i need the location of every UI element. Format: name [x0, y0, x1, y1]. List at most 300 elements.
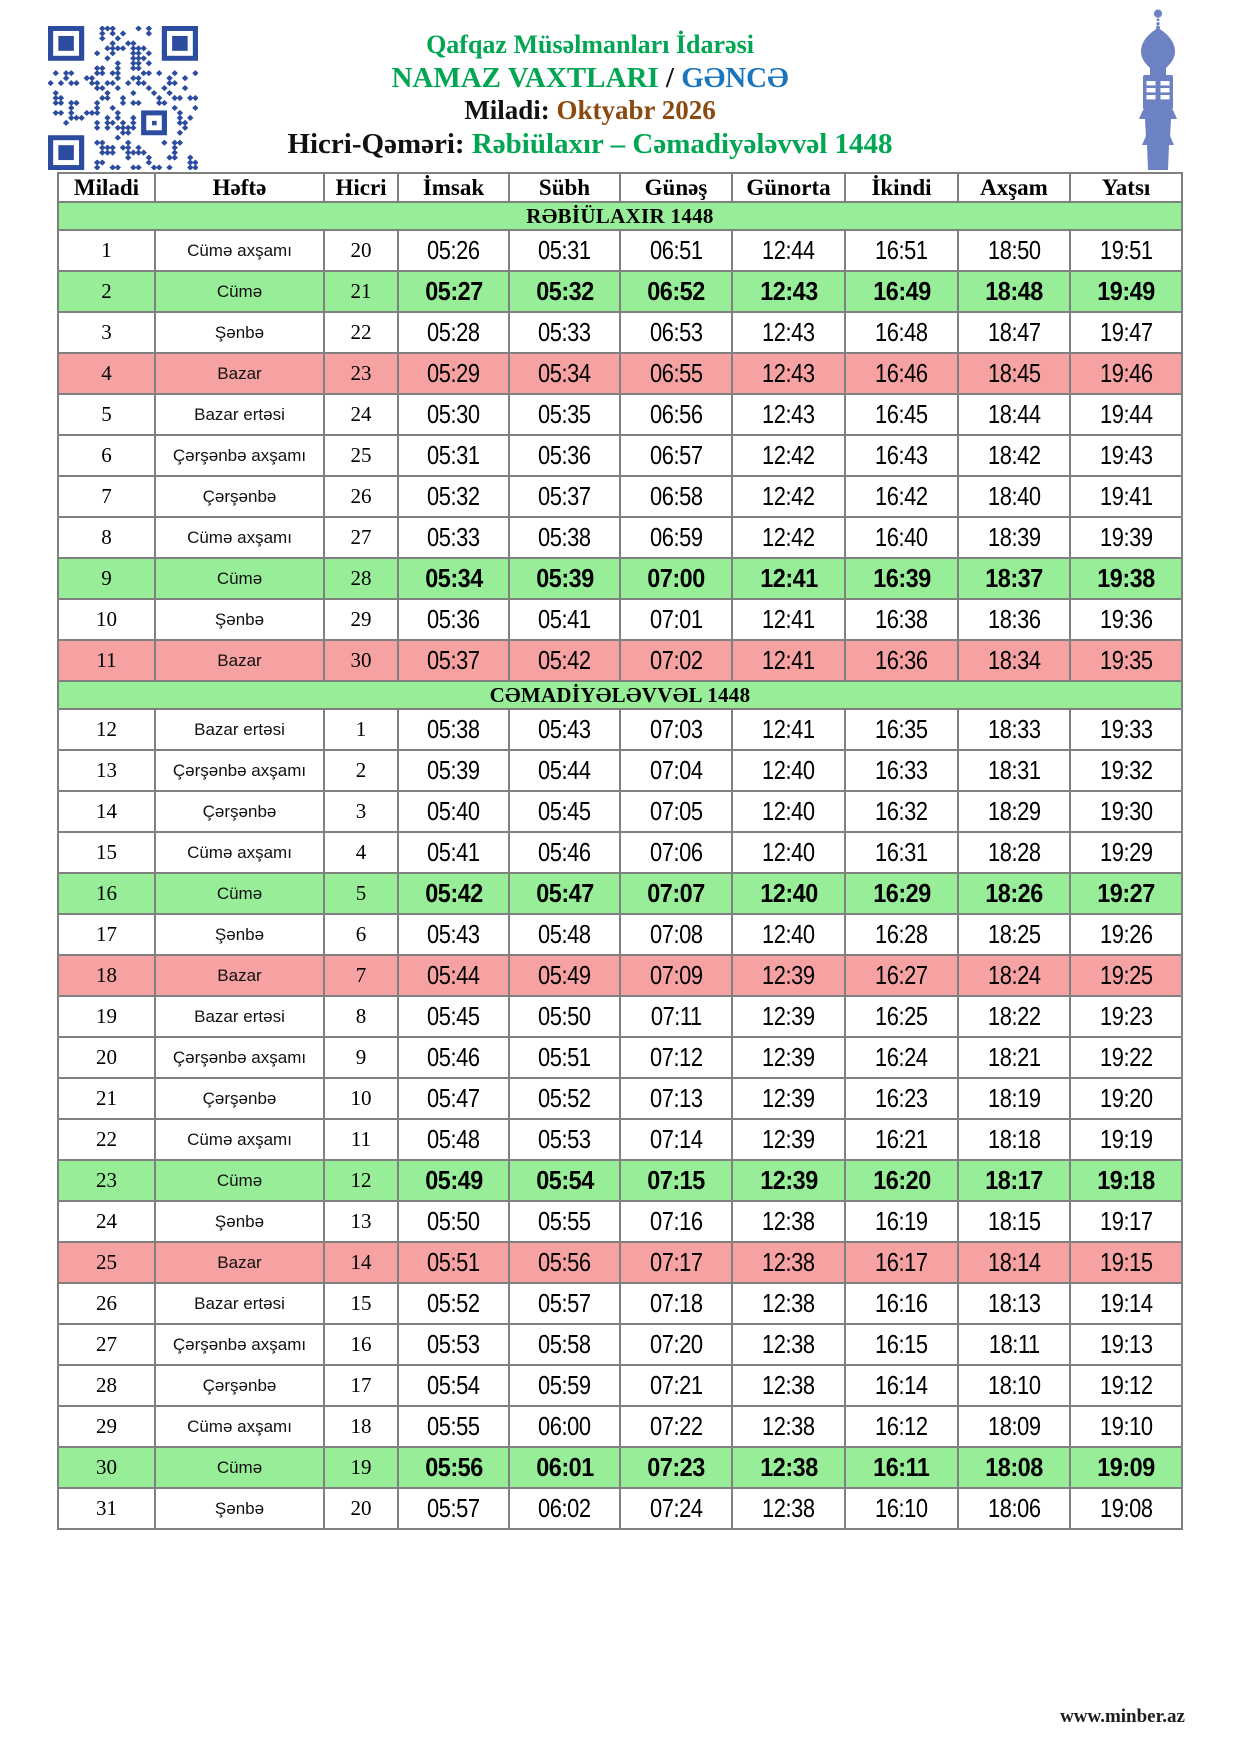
prayer-row-11: [58, 640, 1182, 681]
axsam-cell: 18:36: [958, 599, 1070, 640]
gunes-cell: 07:16: [620, 1201, 732, 1242]
gunes-cell: 07:08: [620, 914, 732, 955]
subh-cell: 05:54: [509, 1160, 620, 1201]
gunorta-cell: 12:38: [732, 1488, 845, 1529]
gunes-cell: 07:05: [620, 791, 732, 832]
month-section-title: CƏMADİYƏLƏVVƏL 1448: [58, 681, 1182, 709]
gunorta-cell: 12:38: [732, 1324, 845, 1365]
miladi-cell: 11: [58, 640, 155, 681]
prayer-row-21: [58, 1078, 1182, 1119]
ikindi-cell: 16:45: [845, 394, 958, 435]
hefte-cell: Şənbə: [155, 1201, 324, 1242]
gunorta-cell: 12:40: [732, 750, 845, 791]
ikindi-cell: 16:16: [845, 1283, 958, 1324]
imsak-cell: 05:49: [398, 1160, 509, 1201]
yatsi-cell: 19:19: [1070, 1119, 1182, 1160]
imsak-cell: 05:50: [398, 1201, 509, 1242]
hicri-cell: 16: [324, 1324, 398, 1365]
column-header-hefte: Həftə: [155, 173, 324, 202]
imsak-cell: 05:56: [398, 1447, 509, 1488]
miladi-cell: 25: [58, 1242, 155, 1283]
subh-cell: 05:34: [509, 353, 620, 394]
miladi-cell: 21: [58, 1078, 155, 1119]
gunorta-cell: 12:42: [732, 435, 845, 476]
title-separator: /: [665, 61, 674, 94]
miladi-cell: 16: [58, 873, 155, 914]
hicri-cell: 7: [324, 955, 398, 996]
subh-cell: 05:53: [509, 1119, 620, 1160]
gunes-cell: 07:11: [620, 996, 732, 1037]
ikindi-cell: 16:19: [845, 1201, 958, 1242]
subh-cell: 06:02: [509, 1488, 620, 1529]
yatsi-cell: 19:12: [1070, 1365, 1182, 1406]
gunorta-cell: 12:38: [732, 1406, 845, 1447]
hicri-cell: 12: [324, 1160, 398, 1201]
subh-cell: 05:41: [509, 599, 620, 640]
gunorta-cell: 12:39: [732, 1078, 845, 1119]
hicri-cell: 24: [324, 394, 398, 435]
gunes-cell: 06:59: [620, 517, 732, 558]
yatsi-cell: 19:22: [1070, 1037, 1182, 1078]
yatsi-cell: 19:46: [1070, 353, 1182, 394]
gunes-cell: 07:00: [620, 558, 732, 599]
axsam-cell: 18:15: [958, 1201, 1070, 1242]
miladi-cell: 5: [58, 394, 155, 435]
ikindi-cell: 16:14: [845, 1365, 958, 1406]
miladi-cell: 8: [58, 517, 155, 558]
hefte-cell: Bazar: [155, 640, 324, 681]
gunes-cell: 07:21: [620, 1365, 732, 1406]
subh-cell: 05:47: [509, 873, 620, 914]
axsam-cell: 18:22: [958, 996, 1070, 1037]
imsak-cell: 05:37: [398, 640, 509, 681]
ikindi-cell: 16:15: [845, 1324, 958, 1365]
hicri-cell: 30: [324, 640, 398, 681]
gunorta-cell: 12:38: [732, 1447, 845, 1488]
ikindi-cell: 16:10: [845, 1488, 958, 1529]
gunes-cell: 07:06: [620, 832, 732, 873]
gunorta-cell: 12:38: [732, 1242, 845, 1283]
column-header-ikindi: İkindi: [845, 173, 958, 202]
miladi-cell: 19: [58, 996, 155, 1037]
imsak-cell: 05:51: [398, 1242, 509, 1283]
hefte-cell: Bazar ertəsi: [155, 394, 324, 435]
miladi-cell: 26: [58, 1283, 155, 1324]
axsam-cell: 18:42: [958, 435, 1070, 476]
hefte-cell: Cümə axşamı: [155, 517, 324, 558]
gunorta-cell: 12:38: [732, 1201, 845, 1242]
miladi-cell: 30: [58, 1447, 155, 1488]
ikindi-cell: 16:48: [845, 312, 958, 353]
axsam-cell: 18:13: [958, 1283, 1070, 1324]
gunes-cell: 06:53: [620, 312, 732, 353]
yatsi-cell: 19:27: [1070, 873, 1182, 914]
imsak-cell: 05:54: [398, 1365, 509, 1406]
axsam-cell: 18:31: [958, 750, 1070, 791]
gunes-cell: 06:57: [620, 435, 732, 476]
yatsi-cell: 19:49: [1070, 271, 1182, 312]
axsam-cell: 18:50: [958, 230, 1070, 271]
imsak-cell: 05:26: [398, 230, 509, 271]
imsak-cell: 05:38: [398, 709, 509, 750]
yatsi-cell: 19:44: [1070, 394, 1182, 435]
axsam-cell: 18:40: [958, 476, 1070, 517]
hicri-cell: 9: [324, 1037, 398, 1078]
imsak-cell: 05:36: [398, 599, 509, 640]
subh-cell: 05:46: [509, 832, 620, 873]
minaret-icon: [1129, 6, 1187, 170]
ikindi-cell: 16:51: [845, 230, 958, 271]
column-header-gunes: Günəş: [620, 173, 732, 202]
yatsi-cell: 19:43: [1070, 435, 1182, 476]
imsak-cell: 05:44: [398, 955, 509, 996]
city-name: GƏNCƏ: [681, 61, 789, 94]
column-header-row: [58, 173, 1182, 202]
imsak-cell: 05:31: [398, 435, 509, 476]
gunes-cell: 06:55: [620, 353, 732, 394]
hicri-cell: 20: [324, 1488, 398, 1529]
gunorta-cell: 12:44: [732, 230, 845, 271]
hicri-cell: 5: [324, 873, 398, 914]
gunes-cell: 06:58: [620, 476, 732, 517]
ikindi-cell: 16:28: [845, 914, 958, 955]
miladi-value: Oktyabr 2026: [556, 94, 716, 125]
gunes-cell: 06:52: [620, 271, 732, 312]
axsam-cell: 18:25: [958, 914, 1070, 955]
ikindi-cell: 16:23: [845, 1078, 958, 1119]
subh-cell: 05:33: [509, 312, 620, 353]
prayer-row-18: [58, 955, 1182, 996]
axsam-cell: 18:10: [958, 1365, 1070, 1406]
ikindi-cell: 16:35: [845, 709, 958, 750]
gunorta-cell: 12:41: [732, 599, 845, 640]
yatsi-cell: 19:32: [1070, 750, 1182, 791]
hefte-cell: Cümə axşamı: [155, 230, 324, 271]
gunes-cell: 06:51: [620, 230, 732, 271]
prayer-row-3: [58, 312, 1182, 353]
month-section-row: [58, 202, 1182, 230]
column-header-imsak: İmsak: [398, 173, 509, 202]
axsam-cell: 18:39: [958, 517, 1070, 558]
axsam-cell: 18:44: [958, 394, 1070, 435]
axsam-cell: 18:14: [958, 1242, 1070, 1283]
yatsi-cell: 19:20: [1070, 1078, 1182, 1119]
subh-cell: 05:32: [509, 271, 620, 312]
ikindi-cell: 16:46: [845, 353, 958, 394]
gunes-cell: 07:14: [620, 1119, 732, 1160]
prayer-row-23: [58, 1160, 1182, 1201]
hefte-cell: Çərşənbə axşamı: [155, 1324, 324, 1365]
gunorta-cell: 12:43: [732, 353, 845, 394]
imsak-cell: 05:53: [398, 1324, 509, 1365]
miladi-cell: 22: [58, 1119, 155, 1160]
subh-cell: 05:43: [509, 709, 620, 750]
prayer-row-16: [58, 873, 1182, 914]
hicri-cell: 22: [324, 312, 398, 353]
yatsi-cell: 19:30: [1070, 791, 1182, 832]
hicri-cell: 15: [324, 1283, 398, 1324]
hefte-cell: Cümə: [155, 1447, 324, 1488]
hicri-cell: 26: [324, 476, 398, 517]
hefte-cell: Şənbə: [155, 1488, 324, 1529]
prayer-row-26: [58, 1283, 1182, 1324]
subh-cell: 05:51: [509, 1037, 620, 1078]
hefte-cell: Cümə axşamı: [155, 832, 324, 873]
gunes-cell: 07:24: [620, 1488, 732, 1529]
ikindi-cell: 16:33: [845, 750, 958, 791]
axsam-cell: 18:37: [958, 558, 1070, 599]
yatsi-cell: 19:29: [1070, 832, 1182, 873]
column-header-miladi: Miladi: [58, 173, 155, 202]
gunorta-cell: 12:43: [732, 394, 845, 435]
imsak-cell: 05:41: [398, 832, 509, 873]
hijri-line: [195, 127, 985, 161]
prayer-row-29: [58, 1406, 1182, 1447]
prayer-row-6: [58, 435, 1182, 476]
miladi-cell: 9: [58, 558, 155, 599]
subh-cell: 05:57: [509, 1283, 620, 1324]
page-header: [0, 0, 1240, 172]
miladi-cell: 2: [58, 271, 155, 312]
column-header-subh: Sübh: [509, 173, 620, 202]
hefte-cell: Şənbə: [155, 914, 324, 955]
gunes-cell: 07:09: [620, 955, 732, 996]
yatsi-cell: 19:08: [1070, 1488, 1182, 1529]
imsak-cell: 05:32: [398, 476, 509, 517]
miladi-cell: 27: [58, 1324, 155, 1365]
axsam-cell: 18:29: [958, 791, 1070, 832]
hefte-cell: Cümə axşamı: [155, 1406, 324, 1447]
subh-cell: 05:45: [509, 791, 620, 832]
axsam-cell: 18:47: [958, 312, 1070, 353]
hicri-cell: 21: [324, 271, 398, 312]
axsam-cell: 18:24: [958, 955, 1070, 996]
gunes-cell: 07:04: [620, 750, 732, 791]
hicri-cell: 23: [324, 353, 398, 394]
axsam-cell: 18:11: [958, 1324, 1070, 1365]
yatsi-cell: 19:36: [1070, 599, 1182, 640]
gunorta-cell: 12:41: [732, 558, 845, 599]
miladi-cell: 17: [58, 914, 155, 955]
yatsi-cell: 19:35: [1070, 640, 1182, 681]
prayer-row-5: [58, 394, 1182, 435]
miladi-cell: 31: [58, 1488, 155, 1529]
hicri-cell: 20: [324, 230, 398, 271]
prayer-row-4: [58, 353, 1182, 394]
imsak-cell: 05:29: [398, 353, 509, 394]
hefte-cell: Şənbə: [155, 312, 324, 353]
gunorta-cell: 12:40: [732, 914, 845, 955]
prayer-row-22: [58, 1119, 1182, 1160]
gunes-cell: 07:17: [620, 1242, 732, 1283]
imsak-cell: 05:47: [398, 1078, 509, 1119]
axsam-cell: 18:34: [958, 640, 1070, 681]
ikindi-cell: 16:24: [845, 1037, 958, 1078]
title-block: [195, 30, 985, 161]
gunes-cell: 07:07: [620, 873, 732, 914]
hicri-cell: 11: [324, 1119, 398, 1160]
gunorta-cell: 12:39: [732, 1037, 845, 1078]
ikindi-cell: 16:20: [845, 1160, 958, 1201]
yatsi-cell: 19:38: [1070, 558, 1182, 599]
gunorta-cell: 12:39: [732, 1160, 845, 1201]
imsak-cell: 05:48: [398, 1119, 509, 1160]
main-title: [195, 61, 985, 95]
hefte-cell: Bazar ertəsi: [155, 996, 324, 1037]
axsam-cell: 18:18: [958, 1119, 1070, 1160]
gunorta-cell: 12:39: [732, 1119, 845, 1160]
axsam-cell: 18:45: [958, 353, 1070, 394]
gunorta-cell: 12:42: [732, 476, 845, 517]
hicri-cell: 14: [324, 1242, 398, 1283]
subh-cell: 05:49: [509, 955, 620, 996]
subh-cell: 05:48: [509, 914, 620, 955]
subh-cell: 05:37: [509, 476, 620, 517]
yatsi-cell: 19:51: [1070, 230, 1182, 271]
miladi-cell: 15: [58, 832, 155, 873]
miladi-cell: 12: [58, 709, 155, 750]
imsak-cell: 05:39: [398, 750, 509, 791]
prayer-table-body: [58, 202, 1182, 1529]
main-title-text: NAMAZ VAXTLARI: [391, 61, 659, 94]
gunorta-cell: 12:42: [732, 517, 845, 558]
subh-cell: 05:52: [509, 1078, 620, 1119]
imsak-cell: 05:43: [398, 914, 509, 955]
hefte-cell: Çərşənbə: [155, 791, 324, 832]
hefte-cell: Şənbə: [155, 599, 324, 640]
imsak-cell: 05:55: [398, 1406, 509, 1447]
ikindi-cell: 16:21: [845, 1119, 958, 1160]
ikindi-cell: 16:27: [845, 955, 958, 996]
subh-cell: 05:59: [509, 1365, 620, 1406]
ikindi-cell: 16:36: [845, 640, 958, 681]
prayer-row-15: [58, 832, 1182, 873]
axsam-cell: 18:48: [958, 271, 1070, 312]
gunorta-cell: 12:43: [732, 312, 845, 353]
hefte-cell: Çərşənbə: [155, 476, 324, 517]
yatsi-cell: 19:10: [1070, 1406, 1182, 1447]
prayer-row-27: [58, 1324, 1182, 1365]
ikindi-cell: 16:12: [845, 1406, 958, 1447]
imsak-cell: 05:40: [398, 791, 509, 832]
imsak-cell: 05:52: [398, 1283, 509, 1324]
miladi-cell: 29: [58, 1406, 155, 1447]
subh-cell: 05:38: [509, 517, 620, 558]
axsam-cell: 18:08: [958, 1447, 1070, 1488]
hefte-cell: Çərşənbə: [155, 1365, 324, 1406]
subh-cell: 05:39: [509, 558, 620, 599]
gunes-cell: 07:15: [620, 1160, 732, 1201]
miladi-cell: 4: [58, 353, 155, 394]
ikindi-cell: 16:42: [845, 476, 958, 517]
yatsi-cell: 19:39: [1070, 517, 1182, 558]
yatsi-cell: 19:33: [1070, 709, 1182, 750]
miladi-cell: 28: [58, 1365, 155, 1406]
prayer-row-12: [58, 709, 1182, 750]
imsak-cell: 05:27: [398, 271, 509, 312]
miladi-label: Miladi:: [464, 94, 550, 125]
gunorta-cell: 12:40: [732, 832, 845, 873]
ikindi-cell: 16:25: [845, 996, 958, 1037]
axsam-cell: 18:17: [958, 1160, 1070, 1201]
miladi-cell: 24: [58, 1201, 155, 1242]
imsak-cell: 05:57: [398, 1488, 509, 1529]
hefte-cell: Çərşənbə axşamı: [155, 435, 324, 476]
imsak-cell: 05:34: [398, 558, 509, 599]
subh-cell: 05:31: [509, 230, 620, 271]
hefte-cell: Bazar ertəsi: [155, 709, 324, 750]
gunes-cell: 07:13: [620, 1078, 732, 1119]
gregorian-line: [195, 95, 985, 127]
imsak-cell: 05:33: [398, 517, 509, 558]
yatsi-cell: 19:18: [1070, 1160, 1182, 1201]
ikindi-cell: 16:29: [845, 873, 958, 914]
ikindi-cell: 16:31: [845, 832, 958, 873]
prayer-row-17: [58, 914, 1182, 955]
prayer-row-19: [58, 996, 1182, 1037]
month-section-title: RƏBİÜLAXIR 1448: [58, 202, 1182, 230]
axsam-cell: 18:28: [958, 832, 1070, 873]
column-header-gunorta: Günorta: [732, 173, 845, 202]
gunorta-cell: 12:40: [732, 791, 845, 832]
ikindi-cell: 16:49: [845, 271, 958, 312]
prayer-row-8: [58, 517, 1182, 558]
hicri-cell: 1: [324, 709, 398, 750]
hefte-cell: Bazar: [155, 955, 324, 996]
column-header-yatsi: Yatsı: [1070, 173, 1182, 202]
hefte-cell: Cümə: [155, 1160, 324, 1201]
hicri-cell: 17: [324, 1365, 398, 1406]
hicri-cell: 28: [324, 558, 398, 599]
miladi-cell: 10: [58, 599, 155, 640]
miladi-cell: 1: [58, 230, 155, 271]
hicri-cell: 18: [324, 1406, 398, 1447]
prayer-row-1: [58, 230, 1182, 271]
ikindi-cell: 16:39: [845, 558, 958, 599]
prayer-row-13: [58, 750, 1182, 791]
yatsi-cell: 19:17: [1070, 1201, 1182, 1242]
hicri-cell: 19: [324, 1447, 398, 1488]
hicri-cell: 10: [324, 1078, 398, 1119]
hicri-value: Rəbiülaxır – Cəmadiyələvvəl 1448: [471, 127, 893, 160]
gunes-cell: 06:56: [620, 394, 732, 435]
gunes-cell: 07:03: [620, 709, 732, 750]
hicri-cell: 27: [324, 517, 398, 558]
yatsi-cell: 19:09: [1070, 1447, 1182, 1488]
subh-cell: 05:56: [509, 1242, 620, 1283]
month-section-row: [58, 681, 1182, 709]
miladi-cell: 6: [58, 435, 155, 476]
gunorta-cell: 12:38: [732, 1365, 845, 1406]
hicri-cell: 2: [324, 750, 398, 791]
prayer-times-table: [57, 172, 1183, 1530]
subh-cell: 05:55: [509, 1201, 620, 1242]
prayer-row-2: [58, 271, 1182, 312]
subh-cell: 06:00: [509, 1406, 620, 1447]
yatsi-cell: 19:25: [1070, 955, 1182, 996]
yatsi-cell: 19:15: [1070, 1242, 1182, 1283]
ikindi-cell: 16:43: [845, 435, 958, 476]
yatsi-cell: 19:26: [1070, 914, 1182, 955]
qr-code-icon: [48, 26, 198, 170]
prayer-row-31: [58, 1488, 1182, 1529]
yatsi-cell: 19:47: [1070, 312, 1182, 353]
prayer-row-10: [58, 599, 1182, 640]
subh-cell: 05:50: [509, 996, 620, 1037]
prayer-row-7: [58, 476, 1182, 517]
axsam-cell: 18:09: [958, 1406, 1070, 1447]
ikindi-cell: 16:38: [845, 599, 958, 640]
